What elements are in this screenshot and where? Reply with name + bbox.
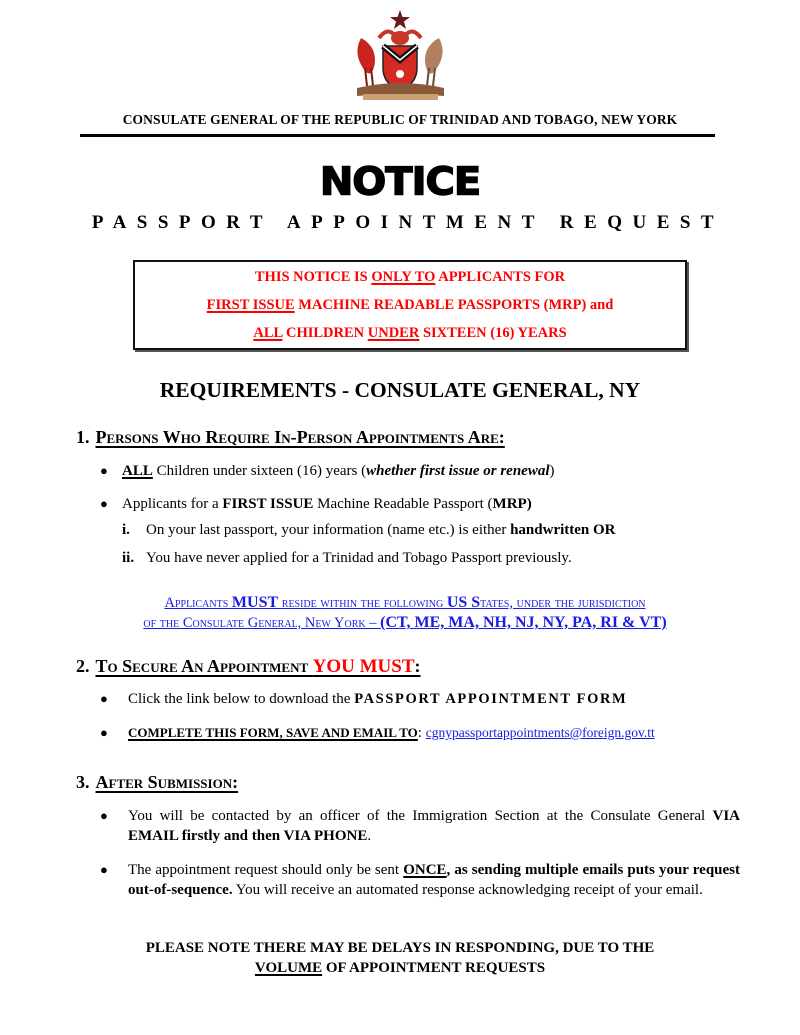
bullet-icon: ●	[100, 725, 108, 740]
states-list: (CT, ME, MA, NH, NJ, NY, PA, RI & VT)	[380, 614, 667, 631]
text: MACHINE READABLE PASSPORTS (MRP) and	[294, 297, 614, 313]
text: SIXTEEN (16) YEARS	[419, 325, 567, 341]
roman-numeral: ii.	[122, 550, 135, 566]
emphasis-whether: whether first issue or renewal	[366, 463, 550, 479]
roman-numeral: i.	[122, 522, 130, 538]
header-divider	[80, 134, 715, 137]
text: PLEASE NOTE THERE MAY BE DELAYS IN RESPONDING, DUE TO THE	[145, 940, 655, 956]
text: Machine Readable Passport (	[313, 496, 493, 512]
emphasis-out-of-sequence: , as sending multiple emails puts your request out-of-sequence.	[128, 862, 740, 898]
section-3-heading	[76, 772, 238, 793]
emphasis-must: MUST	[231, 594, 279, 611]
emphasis-you-must: YOU MUST	[312, 656, 415, 677]
emphasis-first-issue: FIRST ISSUE	[206, 297, 295, 313]
emphasis-all: ALL	[122, 463, 153, 479]
text: APPLICANTS FOR	[435, 269, 566, 285]
requirements-heading: REQUIREMENTS - CONSULATE GENERAL, NY	[159, 378, 641, 402]
text: The appointment request should only be sent	[128, 862, 404, 878]
emphasis-only-to: ONLY TO	[371, 269, 436, 285]
bullet-icon: ●	[100, 496, 108, 511]
section-number: 1.	[76, 427, 90, 447]
text: .	[367, 828, 372, 844]
sub-list-item	[122, 550, 572, 567]
section-title: After Submission:	[95, 772, 239, 792]
section-number: 2.	[76, 656, 90, 676]
sub-list-item	[122, 522, 616, 539]
emphasis-complete-form: COMPLETE THIS FORM, SAVE AND EMAIL TO	[128, 725, 418, 740]
text: Children under sixteen (16) years (	[152, 463, 367, 479]
emphasis-us-states: US S	[446, 594, 481, 611]
text: You will receive an automated response acknowledging receipt of your email.	[232, 882, 703, 898]
text: Click the link below to download the	[128, 691, 355, 707]
emphasis-under: UNDER	[367, 325, 420, 341]
text: of the Consulate General, New York –	[143, 615, 381, 631]
bullet-icon: ●	[100, 463, 108, 478]
emphasis-first-issue: FIRST ISSUE	[222, 496, 314, 512]
emphasis-mrp: MRP)	[492, 496, 532, 512]
passport-appointment-form-link[interactable]: PASSPORT APPOINTMENT FORM	[354, 691, 628, 707]
notice-box	[133, 260, 687, 350]
text: THIS NOTICE IS	[254, 269, 372, 285]
bullet-icon: ●	[100, 862, 108, 877]
consulate-name: CONSULATE GENERAL OF THE REPUBLIC OF TRINIDAD AND TOBAGO, NEW YORK	[122, 112, 678, 127]
notice-box-line-2	[135, 297, 685, 314]
text: You will be contacted by an officer of the Immigration Section at the Consulate General	[128, 808, 713, 824]
bullet-icon: ●	[100, 691, 108, 706]
text: Applicants	[164, 595, 232, 611]
text: :	[417, 725, 426, 741]
bullet-icon: ●	[100, 808, 108, 823]
notice-box-line-3	[135, 325, 685, 342]
final-note	[120, 938, 680, 978]
notice-subtitle: PASSPORT APPOINTMENT REQUEST	[91, 212, 725, 233]
emphasis-handwritten: handwritten OR	[510, 522, 616, 538]
notice-box-line-1	[135, 269, 685, 286]
text: tates, under the jurisdiction	[480, 595, 646, 611]
text: reside within the following	[278, 595, 447, 611]
emphasis-once: ONCE	[403, 862, 447, 878]
email-link[interactable]: cgnypassportappointments@foreign.gov.tt	[425, 725, 655, 740]
notice-title: NOTICE	[319, 160, 481, 204]
jurisdiction-link[interactable]	[70, 593, 740, 633]
section-2-heading	[76, 656, 421, 678]
text: Applicants for a	[122, 496, 223, 512]
coat-of-arms-emblem	[343, 8, 458, 103]
section-1-heading	[76, 427, 505, 448]
text: )	[549, 463, 555, 479]
section-number: 3.	[76, 772, 90, 792]
emphasis-contact-method: VIA EMAIL firstly and then VIA PHONE	[128, 808, 740, 844]
section-title: Persons Who Require In-Person Appointments Are:	[95, 427, 505, 447]
section-title: To Secure An Appointment	[95, 656, 313, 676]
text: :	[414, 656, 421, 676]
emphasis-all: ALL	[253, 325, 283, 341]
emphasis-volume: VOLUME	[254, 960, 323, 976]
text: CHILDREN	[282, 325, 368, 341]
text: On your last passport, your information (name etc.) is either	[146, 522, 511, 538]
text: You have never applied for a Trinidad and Tobago Passport previously.	[146, 550, 572, 566]
text: OF APPOINTMENT REQUESTS	[322, 960, 546, 976]
